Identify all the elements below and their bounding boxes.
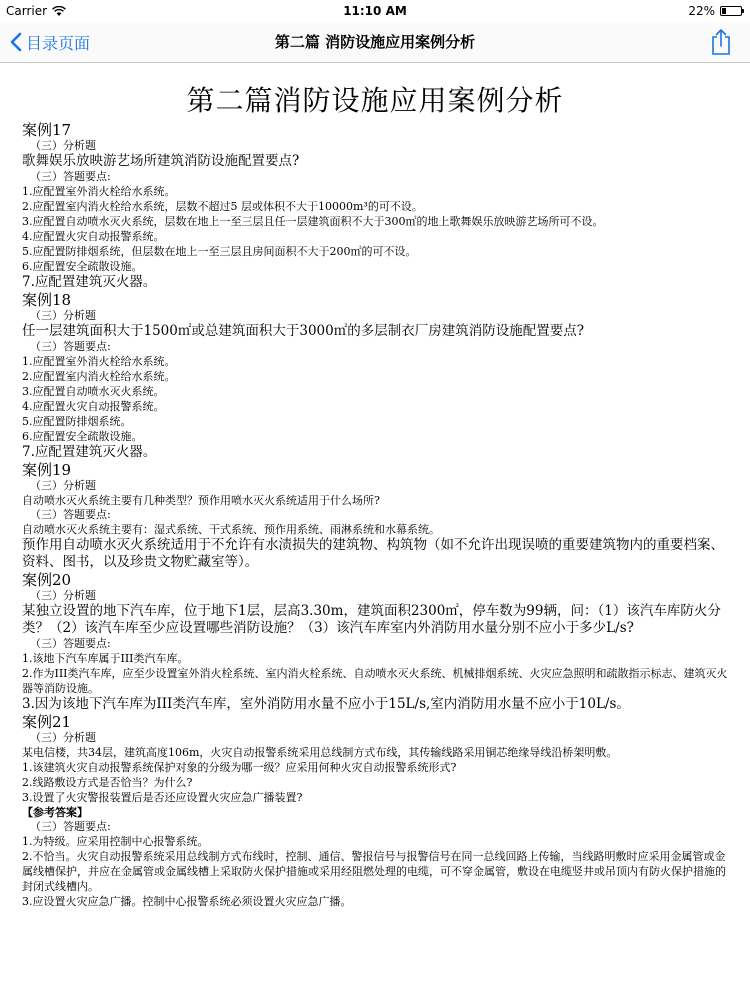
answer-label: （三）答题要点: [30, 637, 111, 650]
answer-item: 1.应配置室外消火栓给水系统。 [22, 185, 176, 198]
reference-answer-label: 【参考答案】 [22, 806, 88, 819]
battery-icon [720, 6, 742, 16]
case-17 [0, 121, 750, 291]
answer-item: 3.应设置火灾应急广播。控制中心报警系统必须设置火灾应急广播。 [22, 895, 352, 908]
answer-item: 1.为特级。应采用控制中心报警系统。 [22, 835, 209, 848]
status-time: 11:10 AM [343, 4, 407, 18]
status-right [688, 0, 742, 22]
case-question: 3.设置了火灾警报装置后是否还应设置火灾应急广播装置? [22, 791, 303, 804]
case-type: （三）分析题 [30, 479, 96, 492]
case-question: 2.线路敷设方式是否恰当？为什么? [22, 776, 193, 789]
case-19 [0, 461, 750, 571]
battery-percentage: 22% [688, 4, 715, 18]
case-question: 自动喷水灭火系统主要有几种类型？预作用喷水灭火系统适用于什么场所? [22, 494, 380, 507]
document-page [0, 63, 750, 1000]
carrier-label: Carrier [6, 4, 48, 18]
case-type: （三）分析题 [30, 139, 96, 152]
case-question: 1.该建筑火灾自动报警系统保护对象的分级为哪一级？应采用何种火灾自动报警系统形式? [22, 761, 457, 774]
case-question: 歌舞娱乐放映游艺场所建筑消防设施配置要点? [22, 153, 300, 169]
case-question: 某电信楼，共34层，建筑高度106m，火灾自动报警系统采用总线制方式布线，其传输线路采用铜芯绝缘导线沿桥架明敷。 [22, 746, 618, 759]
status-bar [0, 0, 750, 22]
document-title: 第二篇消防设施应用案例分析 [186, 84, 564, 117]
answer-item: 4.应配置火灾自动报警系统。 [22, 400, 165, 413]
answer-item: 5.应配置防排烟系统，但层数在地上一至三层且房间面积不大于200㎡的可不设。 [22, 245, 417, 258]
share-button[interactable] [708, 28, 734, 56]
case-title: 案例18 [22, 291, 72, 309]
answer-item: 7.应配置建筑灭火器。 [22, 274, 157, 290]
answer-item: 7.应配置建筑灭火器。 [22, 444, 157, 460]
case-21 [0, 713, 750, 909]
battery-fill [722, 8, 726, 14]
nav-title: 第二篇 消防设施应用案例分析 [274, 33, 476, 51]
case-type: （三）分析题 [30, 589, 96, 602]
case-title: 案例17 [22, 121, 72, 139]
case-question: 任一层建筑面积大于1500㎡或总建筑面积大于3000㎡的多层制衣厂房建筑消防设施配置要点? [22, 323, 584, 339]
navigation-bar [0, 22, 750, 63]
answer-item: 6.应配置安全疏散设施。 [22, 430, 143, 443]
case-type: （三）分析题 [30, 309, 96, 322]
answer-label: （三）答题要点: [30, 820, 111, 833]
answer-item: 2.不恰当。火灾自动报警系统采用总线制方式布线时，控制、通信、警报信号与报警信号在同一总线回路上传输，当线路明敷时应采用金属管或金属线槽保护，并应在金属管或金属线槽上采取防火保护措施或采用经阻燃处理的电缆，可不穿金属管，敷设在电缆竖井或吊顶内有防火保护措施的封闭式线槽内。 [22, 850, 726, 893]
answer-label: （三）答题要点: [30, 508, 111, 521]
answer-item: 4.应配置火灾自动报警系统。 [22, 230, 165, 243]
case-title: 案例21 [22, 713, 72, 731]
answer-item: 6.应配置安全疏散设施。 [22, 260, 143, 273]
answer-label: （三）答题要点: [30, 170, 111, 183]
answer-item: 预作用自动喷水灭火系统适用于不允许有水渍损失的建筑物、构筑物（如不允许出现误喷的重要建筑物内的重要档案、资料、图书，以及珍贵文物贮藏室等）。 [22, 537, 724, 570]
case-18 [0, 291, 750, 461]
answer-item: 1.应配置室外消火栓给水系统。 [22, 355, 176, 368]
case-title: 案例20 [22, 571, 72, 589]
answer-item: 5.应配置防排烟系统。 [22, 415, 132, 428]
back-button-label: 目录页面 [26, 33, 91, 53]
answer-item: 1.该地下汽车库属于III类汽车库。 [22, 652, 189, 665]
case-type: （三）分析题 [30, 731, 96, 744]
answer-label: （三）答题要点: [30, 340, 111, 353]
answer-item: 自动喷水灭火系统主要有：湿式系统、干式系统、预作用系统、雨淋系统和水幕系统。 [22, 523, 440, 536]
answer-item: 2.应配置室内消火栓给水系统。 [22, 370, 176, 383]
case-20 [0, 571, 750, 713]
case-title: 案例19 [22, 461, 72, 479]
answer-item: 3.应配置自动喷水灭火系统。 [22, 385, 165, 398]
case-question: 某独立设置的地下汽车库，位于地下1层，层高3.30m，建筑面积2300㎡，停车数为99辆，问：（1）该汽车库防火分类？（2）该汽车库至少应设置哪些消防设施？（3）该汽车库室内外消防用水量分别不应小于多少L/s? [22, 603, 721, 636]
answer-item: 2.作为III类汽车库，应至少设置室外消火栓系统、室内消火栓系统、自动喷水灭火系统、机械排烟系统、火灾应急照明和疏散指示标志、建筑灭火器等消防设施。 [22, 667, 728, 695]
share-icon [708, 28, 734, 56]
answer-item: 3.应配置自动喷水灭火系统，层数在地上一至三层且任一层建筑面积不大于300㎡的地上歌舞娱乐放映游艺场所可不设。 [22, 215, 604, 228]
answer-item: 3.因为该地下汽车库为III类汽车库，室外消防用水量不应小于15L/s,室内消防用水量不应小于10L/s。 [22, 696, 630, 712]
answer-item: 2.应配置室内消火栓给水系统，层数不超过5 层或体积不大于10000m³的可不设。 [22, 200, 423, 213]
